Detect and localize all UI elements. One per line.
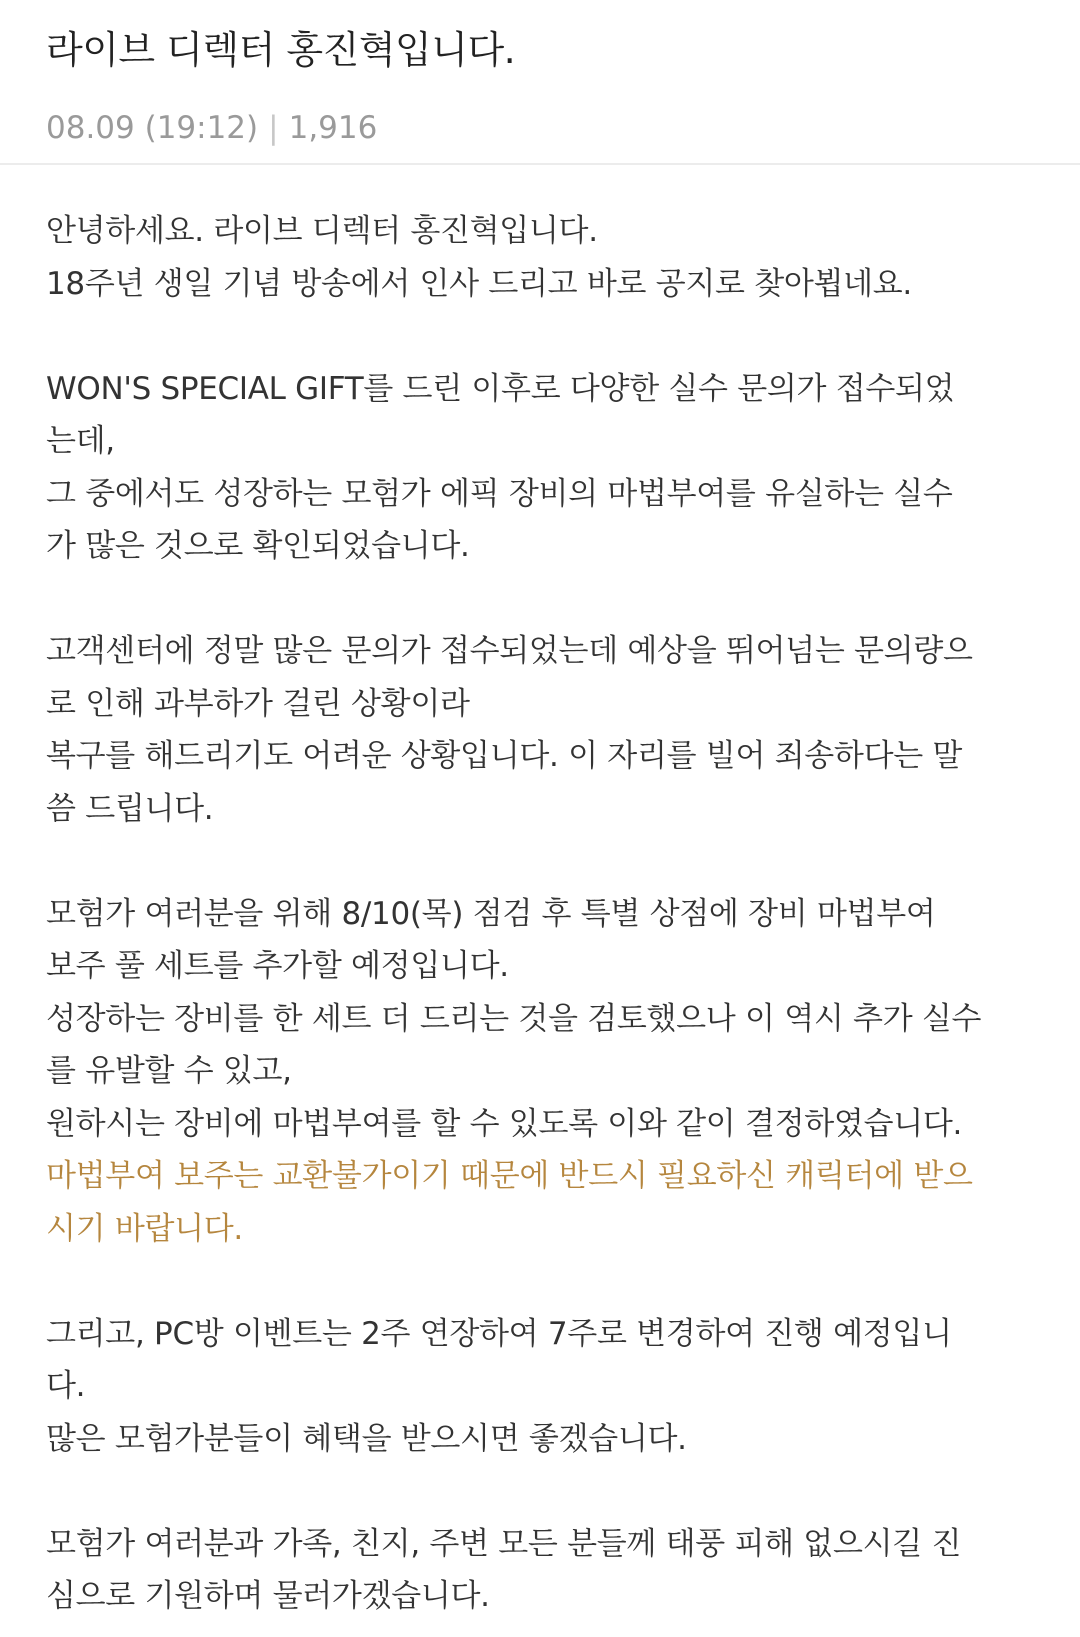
text-line: 가 많은 것으로 확인되었습니다. [46, 528, 470, 564]
paragraph-greeting [46, 205, 1034, 310]
view-count: 1,916 [288, 110, 378, 146]
text-line: 다. [46, 1368, 86, 1404]
text-line: 를 유발할 수 있고, [46, 1053, 292, 1089]
text-line: 모험가 여러분과 가족, 친지, 주변 모든 분들께 태풍 피해 없으시길 진 [46, 1525, 962, 1562]
text-line: 복구를 해드리기도 어려운 상황입니다. 이 자리를 빌어 죄송하다는 말 [46, 738, 963, 774]
text-line: 모험가 여러분을 위해 8/10(목) 점검 후 특별 상점에 장비 마법부여 [46, 895, 936, 932]
post-body [0, 165, 1080, 1623]
paragraph-compensation [46, 888, 1034, 1256]
text-line: 씀 드립니다. [46, 790, 214, 827]
text-line: 원하시는 장비에 마법부여를 할 수 있도록 이와 같이 결정하였습니다. [46, 1105, 963, 1142]
text-line: 심으로 기원하며 물러가겠습니다. [46, 1578, 490, 1614]
paragraph-closing [46, 1518, 1034, 1623]
text-line: 는데, [46, 423, 115, 459]
text-line: WON'S SPECIAL GIFT를 드린 이후로 다양한 실수 문의가 접수되었 [46, 370, 955, 407]
text-line: 그리고, PC방 이벤트는 2주 연장하여 7주로 변경하여 진행 예정입니 [46, 1315, 952, 1352]
text-line: 성장하는 장비를 한 세트 더 드리는 것을 검토했으나 이 역시 추가 실수 [46, 1000, 982, 1037]
highlight-text-line: 마법부여 보주는 교환불가이기 때문에 반드시 필요하신 캐릭터에 받으 [46, 1158, 973, 1194]
text-line: 안녕하세요. 라이브 디렉터 홍진혁입니다. [46, 213, 598, 249]
highlight-text-line: 시기 바랍니다. [46, 1210, 243, 1247]
text-line: 그 중에서도 성장하는 모험가 에픽 장비의 마법부여를 유실하는 실수 [46, 475, 953, 512]
post-meta [46, 108, 1034, 148]
text-line: 18주년 생일 기념 방송에서 인사 드리고 바로 공지로 찾아뵙네요. [46, 265, 912, 302]
text-line: 많은 모험가분들이 혜택을 받으시면 좋겠습니다. [46, 1420, 687, 1457]
paragraph-issue [46, 363, 1034, 573]
post-title: 라이브 디렉터 홍진혁입니다. [46, 28, 516, 72]
paragraph-apology [46, 625, 1034, 835]
text-line: 로 인해 과부하가 걸린 상황이라 [46, 685, 470, 722]
post-header [0, 0, 1080, 165]
meta-separator: | [268, 110, 279, 146]
paragraph-pc-event [46, 1308, 1034, 1466]
text-line: 보주 풀 세트를 추가할 예정입니다. [46, 948, 509, 984]
text-line: 고객센터에 정말 많은 문의가 접수되었는데 예상을 뛰어넘는 문의량으 [46, 633, 973, 669]
post-date: 08.09 (19:12) [46, 110, 259, 146]
